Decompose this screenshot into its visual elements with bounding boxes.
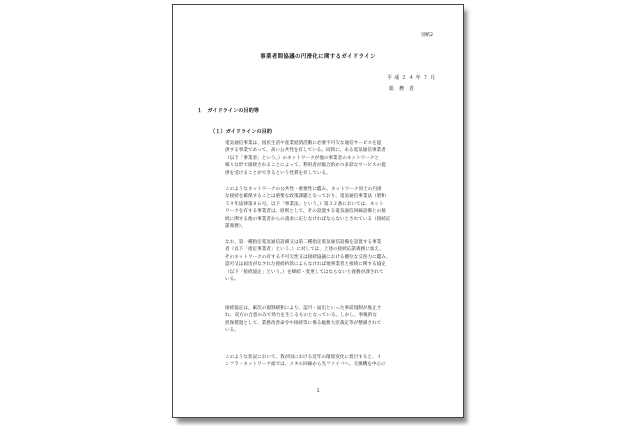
subsection-heading: （１）ガイドラインの目的 bbox=[210, 129, 272, 135]
document-page bbox=[172, 4, 464, 418]
paragraph: このような状況において、我が国における近年の環境変化に着目すると、イ ンフラ・ネットワーク面では、メタル回線から光ファイバへ、交換機を中心に bbox=[225, 355, 386, 368]
paragraph: なお、第一種指定電気通信設備又は第二種指定電気通信設備を設置する事業 者（以下「指定事業者」という。）に対しては、上述の接続応諾義務に加え、 そのネットワークの有する不可欠性又は接続協議における優位な交渉力に鑑み、 認可又は届出がなされた接続約款によらなければ他事業者と接続に関する協定 （以下「接続協定」という。）を締結・変更してはならないと義務が課されて いる。 bbox=[225, 240, 391, 283]
annex-label: 別紙2 bbox=[421, 33, 433, 38]
paragraph: 電気通信事業は、国民生活や産業経済活動に必要不可欠な通信サービスを提 供する事業であって、高い公共性を有している。同時に、ある電気通信事業者 （以下「事業者」という。）のネットワークが他の事業者のネットワークと 様々な形で接続されることによって、利用者が総合的かつ多彩なサービスの提 供を受けることができるという性質を有している。 bbox=[225, 141, 386, 176]
issuer: 総務省 bbox=[389, 86, 420, 92]
paragraph: このようなネットワークの公共性・重要性に鑑み、ネットワーク同士の円滑 な接続を確保することは重要な政策課題となっており、電気通信事業法（昭和 ５９年法律第８６号。以下「事業法」という。）第３２条においては、ネット ワークを有する事業者は、原則として、その設置する電気通信回線設備との接 続に関する他の事業者からの請求に応じなければならないとされている（接続応 諾義務）。 bbox=[225, 187, 391, 230]
document-date: 平成２４年７月 bbox=[387, 75, 438, 81]
section-heading: １ ガイドラインの目的等 bbox=[197, 108, 259, 114]
page-number: 1 bbox=[316, 389, 320, 394]
paragraph: 接続協定は、累次の規制緩和により、認可・届出といった事前規制が廃止さ れ、双方の合意のみで効力を生じるものとなっている。しかし、事後的な 担保措置として、業務改善命令や接続等に係る総務大臣裁定等が整備されて いる。 bbox=[225, 306, 382, 334]
document-title: 事業者間協議の円滑化に関するガイドライン bbox=[260, 54, 376, 60]
